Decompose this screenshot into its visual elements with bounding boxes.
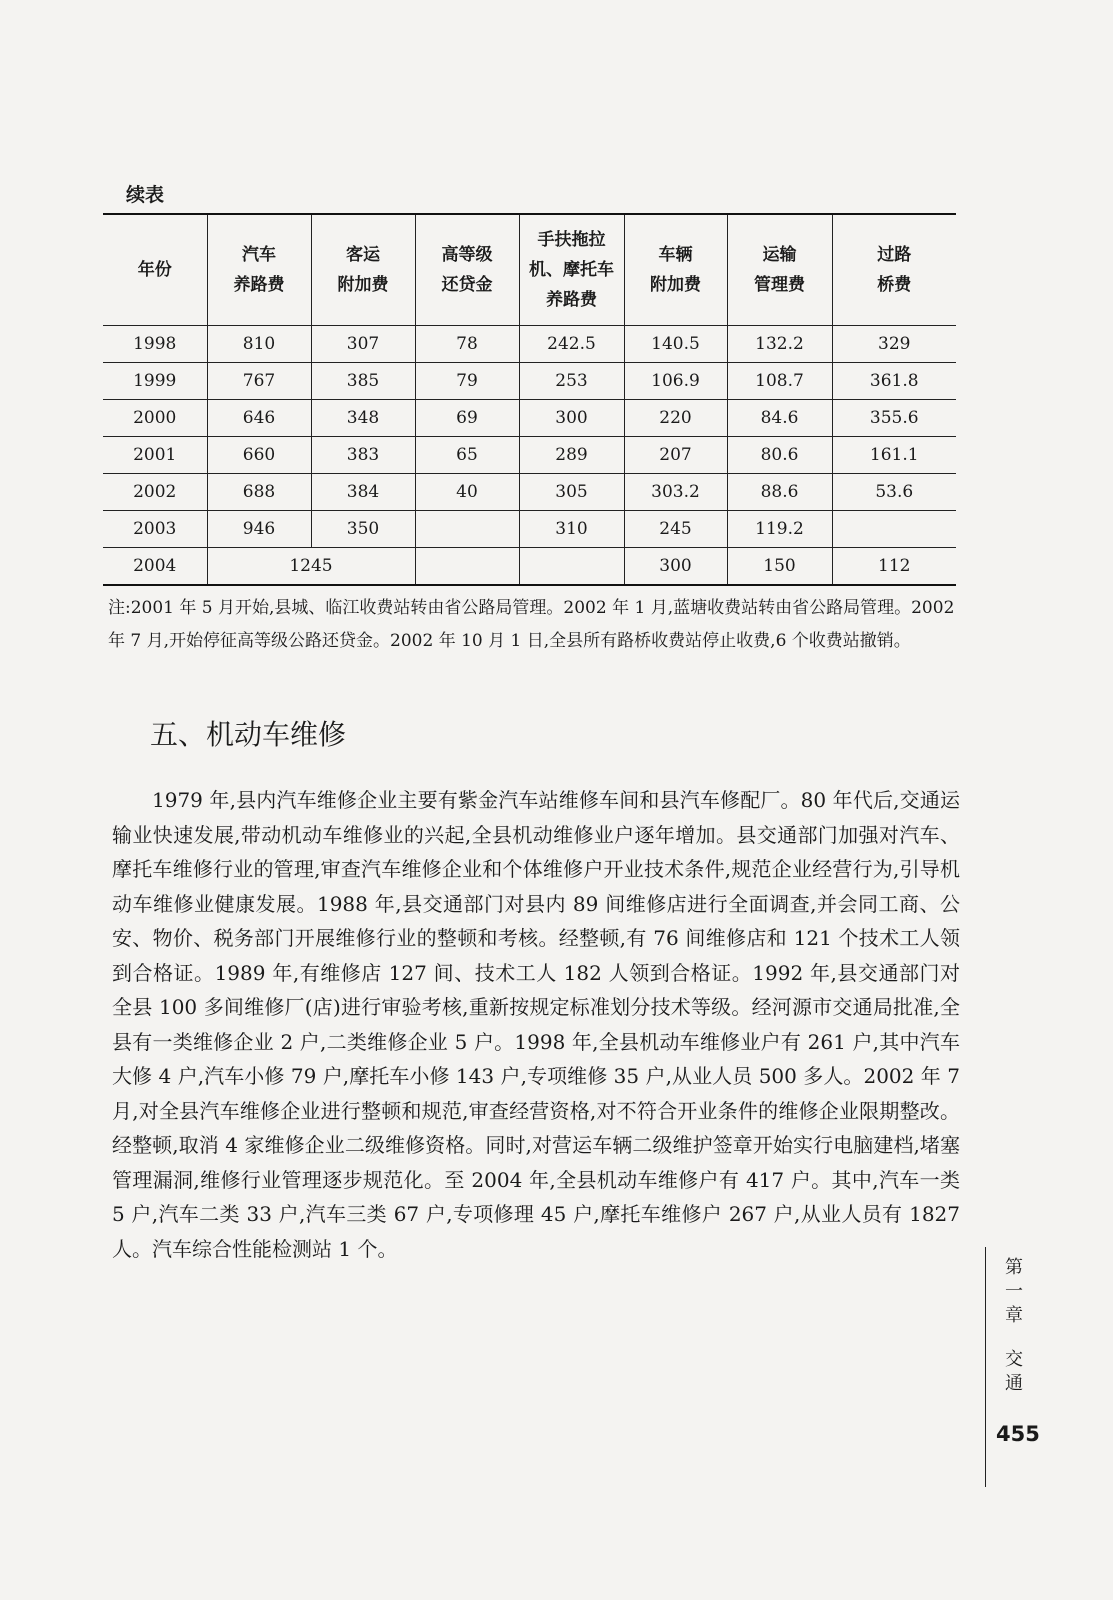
table-cell: 108.7 (727, 363, 832, 400)
table-cell-year: 2002 (103, 474, 207, 511)
section-title: 五、机动车维修 (150, 718, 347, 751)
table-row (103, 474, 956, 511)
chapter-marker (1003, 1256, 1025, 1396)
table-cell: 307 (311, 326, 415, 363)
table-cell-year: 2000 (103, 400, 207, 437)
table-body (103, 326, 956, 586)
topic-char: 通 (1005, 1373, 1023, 1394)
table-cell (415, 511, 519, 548)
table-cell: 355.6 (832, 400, 956, 437)
table-header-cell: 汽车 养路费 (207, 214, 311, 326)
table-cell-year: 1998 (103, 326, 207, 363)
table-header-cell: 手扶拖拉 机、摩托车 养路费 (519, 214, 624, 326)
table-cell: 207 (624, 437, 727, 474)
table-cell: 946 (207, 511, 311, 548)
table-cell: 161.1 (832, 437, 956, 474)
table-cell: 303.2 (624, 474, 727, 511)
table-cell: 329 (832, 326, 956, 363)
table-cell: 53.6 (832, 474, 956, 511)
table-cell: 69 (415, 400, 519, 437)
table-cell: 119.2 (727, 511, 832, 548)
table-cell: 289 (519, 437, 624, 474)
continued-table-label: 续表 (126, 184, 165, 206)
chapter-char: 第 (1005, 1257, 1023, 1278)
table-cell: 78 (415, 326, 519, 363)
table-cell: 385 (311, 363, 415, 400)
table-cell: 767 (207, 363, 311, 400)
table-cell: 305 (519, 474, 624, 511)
table-header-cell: 车辆 附加费 (624, 214, 727, 326)
body-paragraph: 1979 年,县内汽车维修企业主要有紫金汽车站维修车间和县汽车修配厂。80 年代后,交通运输业快速发展,带动机动车维修业的兴起,全县机动维修业户逐年增加。县交通部门加强对汽车、摩托车维修行业的管理,审查汽车维修企业和个体维修户开业技术条件,规范企业经营行为,引导机动车维修业健康发展。1988 年,县交通部门对县内 89 间维修店进行全面调查,并会同工商、公安、物价、税务部门开展维修行业的整顿和考核。经整顿,有 76 间维修店和 121 个技术工人领到合格证。1989 年,有维修店 127 间、技术工人 182 人领到合格证。1992 年,县交通部门对全县 100 多间维修厂(店)进行审验考核,重新按规定标准划分技术等级。经河源市交通局批准,全县有一类维修企业 2 户,二类维修企业 5 户。1998 年,全县机动车维修业户有 261 户,其中汽车大修 4 户,汽车小修 79 户,摩托车小修 143 户,专项维修 35 户,从业人员 500 多人。2002 年 7 月,对全县汽车维修企业进行整顿和规范,审查经营资格,对不符合开业条件的维修企业限期整改。经整顿,取消 4 家维修企业二级维修资格。同时,对营运车辆二级维护签章开始实行电脑建档,堵塞管理漏洞,维修行业管理逐步规范化。至 2004 年,全县机动车维修户有 417 户。其中,汽车一类 5 户,汽车二类 33 户,汽车三类 67 户,专项修理 45 户,摩托车维修户 267 户,从业人员有 1827 人。汽车综合性能检测站 1 个。 (112, 788, 960, 1261)
chapter-char: 章 (1005, 1305, 1023, 1326)
table-header-cell: 运输 管理费 (727, 214, 832, 326)
table-cell: 383 (311, 437, 415, 474)
table-row-2004 (103, 548, 956, 586)
table-cell: 348 (311, 400, 415, 437)
table-cell: 112 (832, 548, 956, 586)
table-cell: 65 (415, 437, 519, 474)
table-header-row (103, 214, 956, 326)
table-cell: 810 (207, 326, 311, 363)
table-cell: 300 (624, 548, 727, 586)
table-cell (832, 511, 956, 548)
table-cell: 253 (519, 363, 624, 400)
table-row (103, 511, 956, 548)
table-cell-year: 2001 (103, 437, 207, 474)
table-cell-year: 2003 (103, 511, 207, 548)
table-cell: 245 (624, 511, 727, 548)
table-row (103, 400, 956, 437)
side-divider (985, 1247, 986, 1487)
table-note: 注:2001 年 5 月开始,县城、临江收费站转由省公路局管理。2002 年 1 月,蓝塘收费站转由省公路局管理。2002 年 7 月,开始停征高等级公路还贷金。2002 年 10 月 1 日,全县所有路桥收费站停止收费,6 个收费站撤销。 (108, 598, 955, 651)
table-cell: 688 (207, 474, 311, 511)
table-cell-merged: 1245 (207, 548, 415, 586)
chapter-char: 一 (1005, 1281, 1023, 1302)
table-header-cell: 高等级 还贷金 (415, 214, 519, 326)
table-cell: 150 (727, 548, 832, 586)
table-cell: 350 (311, 511, 415, 548)
table-cell-year: 1999 (103, 363, 207, 400)
page-number: 455 (996, 1422, 1040, 1446)
table-cell: 132.2 (727, 326, 832, 363)
table-cell (415, 548, 519, 586)
table-cell: 220 (624, 400, 727, 437)
table-cell: 88.6 (727, 474, 832, 511)
table-row (103, 326, 956, 363)
table-row (103, 437, 956, 474)
table-cell: 300 (519, 400, 624, 437)
table-cell: 646 (207, 400, 311, 437)
topic-char: 交 (1005, 1349, 1023, 1370)
table-cell-year: 2004 (103, 548, 207, 586)
table-header-cell: 过路 桥费 (832, 214, 956, 326)
table-cell: 242.5 (519, 326, 624, 363)
fees-table (103, 213, 956, 586)
table-cell: 310 (519, 511, 624, 548)
table-cell (519, 548, 624, 586)
table-header-cell: 客运 附加费 (311, 214, 415, 326)
table-row (103, 363, 956, 400)
table-cell: 384 (311, 474, 415, 511)
table-cell: 80.6 (727, 437, 832, 474)
table-cell: 40 (415, 474, 519, 511)
table-cell: 84.6 (727, 400, 832, 437)
table-cell: 79 (415, 363, 519, 400)
table-cell: 361.8 (832, 363, 956, 400)
table-cell: 106.9 (624, 363, 727, 400)
table-header-cell: 年份 (103, 214, 207, 326)
table-cell: 140.5 (624, 326, 727, 363)
table-cell: 660 (207, 437, 311, 474)
